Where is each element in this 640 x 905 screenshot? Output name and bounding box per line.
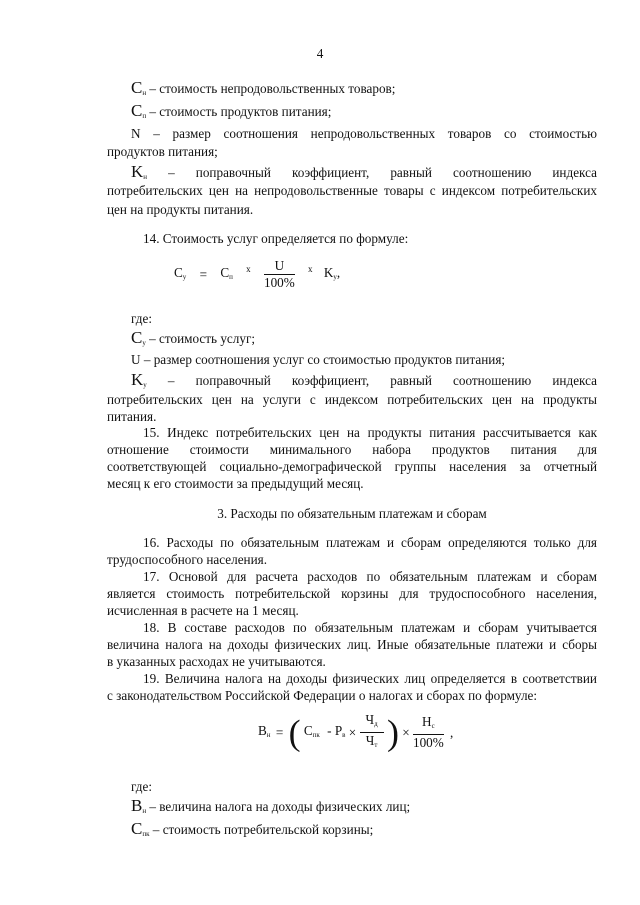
def-n-line2: продуктов питания; xyxy=(107,144,218,159)
paragraph-18-line1: 18. В составе расходов по обязательным платежам и сборам учитывается xyxy=(143,620,597,635)
def-ku-line1: $K_у$ – поправочный коэффициент, равный соотношению индекса xyxy=(131,370,597,389)
paragraph-18-line3: в указанных расходах не учитываются. xyxy=(107,654,326,669)
paragraph-17-line2: является стоимость потребительской корзины для трудоспособного населения, xyxy=(107,586,597,601)
paragraph-17-line1: 17. Основой для расчета расходов по обязательным платежам и сборам xyxy=(143,569,597,584)
formula1-x1: x xyxy=(246,263,251,274)
section-heading-3: 3. Расходы по обязательным платежам и сборам xyxy=(217,506,487,521)
paragraph-15-line3: соответствующей социально-демографической группы населения за отчетный xyxy=(107,459,597,474)
def-n-line1: N – размер соотношения непродовольственных товаров со стоимостью xyxy=(131,126,597,141)
formula-income-tax xyxy=(258,712,453,760)
formula2-c: $C_{пк}$ xyxy=(303,722,320,739)
paragraph-18-line2: величина налога на доходы физических лиц. Иные обязательные платежи и сборы xyxy=(107,637,597,652)
paragraph-16-line1: 16. Расходы по обязательным платежам и сборам определяются только для xyxy=(143,535,597,550)
def-cp: $C_п$ – стоимость продуктов питания; xyxy=(131,101,332,120)
formula2-tail: , xyxy=(450,725,454,740)
formula2-lhs: $B_н$ xyxy=(258,722,271,739)
def-ku-line3: питания. xyxy=(107,409,157,424)
def-cu: $C_у$ – стоимость услуг; xyxy=(131,328,256,347)
def-u: U – размер соотношения услуг со стоимостью продуктов питания; xyxy=(131,352,506,367)
paragraph-19-line2: с законодательством Российской Федерации о налогах и сборах по формуле: xyxy=(107,688,538,703)
formula1-lhs: $C_у$ xyxy=(174,264,187,281)
formula2-times1: × xyxy=(348,725,357,740)
paragraph-15-line4: месяц к его стоимости за предыдущий месяц. xyxy=(107,476,364,491)
formula2-times2: × xyxy=(402,725,410,740)
formula-services xyxy=(174,258,340,298)
def-kn-line1: $K_н$ – поправочный коэффициент, равный соотношению индекса xyxy=(131,162,597,181)
paragraph-17-line3: исчисленная в расчете на 1 месяц. xyxy=(107,603,299,618)
def-kn-line2: потребительских цен на непродовольственные товары с индексом потребительских xyxy=(107,183,597,198)
formula2-fraction2: $\frac{H_с}{100\%}$ xyxy=(412,714,444,750)
formula1-k: $K_у$, xyxy=(323,264,341,281)
formula1-eq: = xyxy=(199,267,208,282)
formula2-open-paren: ( xyxy=(288,712,301,753)
formula1-fraction: $\frac{U}{100\%}$ xyxy=(263,258,295,290)
paragraph-19-line1: 19. Величина налога на доходы физических лиц определяется в соответствии xyxy=(143,671,597,686)
page-number: 4 xyxy=(316,46,324,61)
def-cn: $C_н$ – стоимость непродовольственных товаров; xyxy=(131,78,396,97)
formula2-close-paren: ) xyxy=(386,712,399,753)
def-kn-line3: цен на продукты питания. xyxy=(107,202,254,217)
paragraph-16-line2: трудоспособного населения. xyxy=(107,552,268,567)
def-bn: $B_н$ – величина налога на доходы физических лиц; xyxy=(131,796,411,815)
paragraph-15-line2: отношение стоимости минимального набора продуктов питания для xyxy=(107,442,597,457)
formula1-x2: x xyxy=(308,263,313,274)
paragraph-15-line1: 15. Индекс потребительских цен на продукты питания рассчитывается как xyxy=(143,425,597,440)
where-label-2: где: xyxy=(131,779,152,794)
paragraph-14: 14. Стоимость услуг определяется по формуле: xyxy=(143,231,409,246)
formula2-fraction1: $\frac{Ч_д}{Ч_т}$ xyxy=(360,712,384,753)
def-ku-line2: потребительских цен на услуги с индексом потребительских цен на продукты xyxy=(107,392,597,407)
formula1-c: $C_п$ xyxy=(220,264,233,281)
formula2-p: - $P_в$ xyxy=(327,722,346,739)
formula2-eq: = xyxy=(275,725,284,740)
where-label-1: где: xyxy=(131,311,152,326)
def-cpk: $C_{пк}$ – стоимость потребительской корзины; xyxy=(131,819,374,838)
